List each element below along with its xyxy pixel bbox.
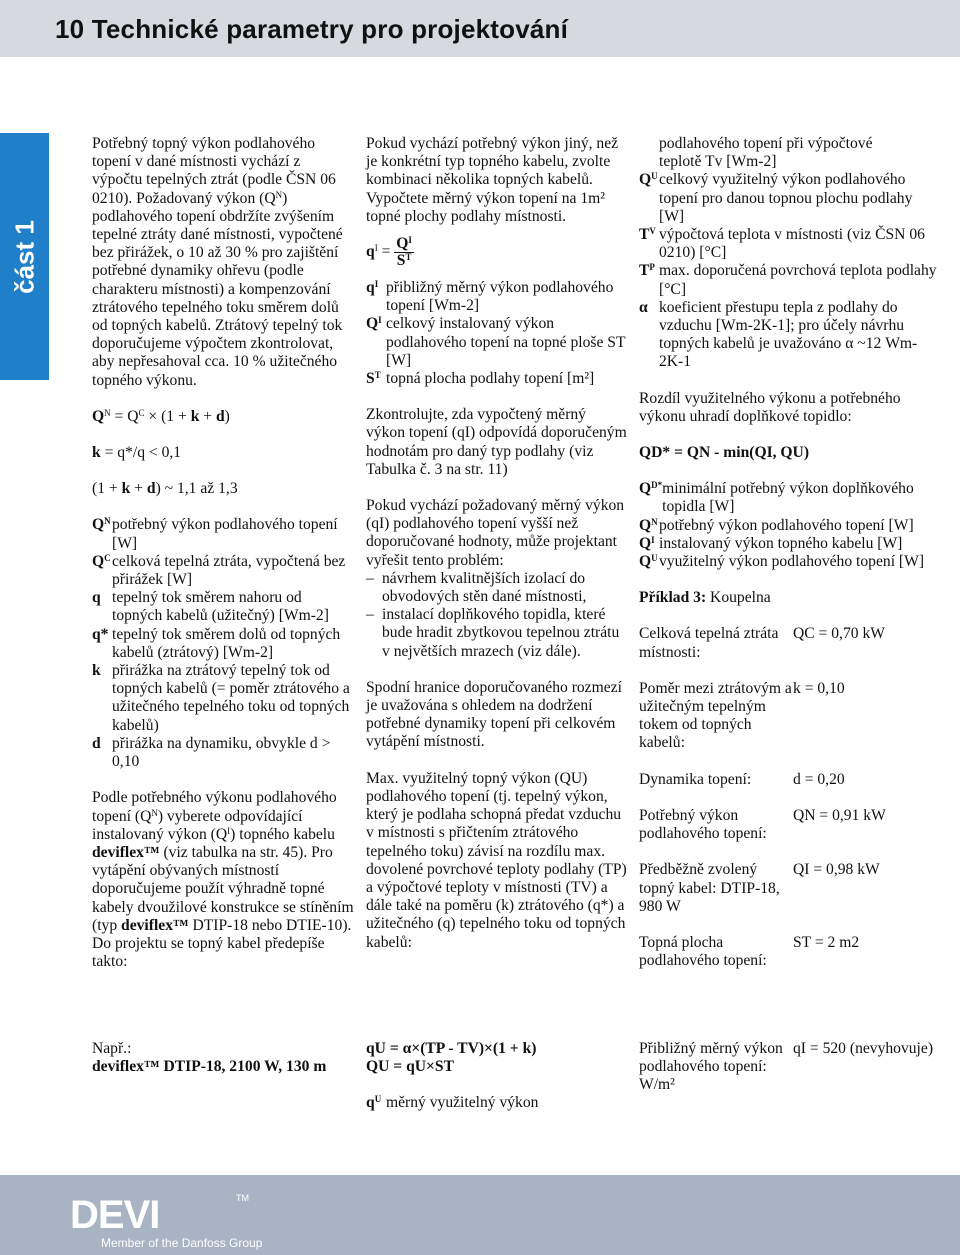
definition-item: $Q^N$ potřebný výkon podlahového topení [W]: [639, 516, 914, 534]
spec-paragraph: Do projektu se topný kabel předepíše takto:: [92, 934, 325, 971]
example-row: Dynamika topení: d = 0,20: [639, 770, 845, 788]
definition-item: α koeficient přestupu tepla z podlahy do vzduchu [Wm-2K-1]; pro účely návrhu topných kabelů je uvažováno α ~12 Wm-2K-1: [639, 298, 918, 371]
definitions-list: [92, 516, 354, 771]
definitions-list: [639, 171, 939, 371]
paragraph: Rozdíl využitelného výkonu a potřebného výkonu uhradí doplňkové topidlo:: [639, 389, 901, 425]
formula-qi: $q^I$ = $\frac{Q^I}{S^T}$: [366, 235, 412, 270]
devi-logo: DEVI: [70, 1193, 160, 1237]
list-item: – instalací doplňkového topidla, které bude hradit zbytkovou tepelnou ztrátu v největších mrazech (viz dále).: [366, 606, 620, 660]
definition-item: q* tepelný tok směrem dolů od topných kabelů (ztrátový) [Wm-2]: [92, 625, 341, 661]
formula-k: k = q*/q < 0,1: [92, 444, 182, 462]
intro-paragraph: Potřebný topný výkon podlahového topení v dané místnosti vychází z výpočtu tepelných ztrát (podle ČSN 06 0210). Požadovaný výkon $(Q^N)$ podlahového topení obdržíte zvýšením tepelné ztráty dané místnosti, vypočtené bez přirážek, o 10 až 30 % pro zajištění potřebné dynamiky ohřevu (podle charakteru místnosti) a kompenzování ztrátového tepelného toku směrem dolů od topných kabelů. Ztrátový tepelný tok doporučujeme výpočtem zkontrolovat, aby nepřesahoval cca. 10 % užitečného topného výkonu.: [92, 135, 343, 389]
paragraph: Spodní hranice doporučovaného rozmezí je uvažována s ohledem na dodržení potřebné dynamiky topení při celkovém vytápění místnosti.: [366, 678, 622, 751]
definition-item: $q^I$ přibližný měrný výkon podlahového topení [Wm-2]: [366, 279, 614, 315]
section-tab: [0, 133, 49, 380]
paragraph: Max. využitelný topný výkon (QU) podlahového topení (tj. tepelný výkon, který je podlaha schopná předat vzduchu v místnosti s přičtením ztrátového tepelného toku) závisí na rozdílu max. dovolené povrchové teploty podlahy (TP) a výpočtové teploty v místnosti (TV) a dále také na poměru (k) ztrátového (q*) a užitečného (q) tepelného toku od topných kabelů:: [366, 769, 627, 951]
member-text: Member of the Danfoss Group: [101, 1236, 263, 1250]
usable-power-formulas: qU = α×(TP - TV)×(1 + k) QU = qU×ST $q^U$ měrný využitelný výkon: [366, 1040, 539, 1112]
definitions-list: [639, 480, 939, 571]
example-row: Potřebný výkon podlahového topení: QN = 0,91 kW: [639, 806, 886, 843]
example-row: Poměr mezi ztrátovým a užitečným tepelným tokem od topných kabelů: k = 0,10: [639, 679, 845, 752]
paragraph: Vypočtete měrný výkon topení na 1m² topné plochy podlahy místnosti.: [366, 189, 605, 225]
footer: [0, 1175, 960, 1255]
definition-item: $Q^C$ celková tepelná ztráta, vypočtená bez přirážek [W]: [92, 552, 346, 589]
example-heading: Příklad 3: Koupelna: [639, 589, 771, 607]
page-title: 10 Technické parametry pro projektování: [55, 14, 569, 44]
definition-item: $Q^U$ celkový využitelný výkon podlahového topení pro danou topnou plochu podlahy [W]: [639, 171, 913, 225]
selection-paragraph: Podle potřebného výkonu podlahového topení $(Q^N)$ vyberete odpovídající instalovaný výkon $(Q^I)$ topného kabelu deviflex™ (viz tabulka na str. 45). Pro vytápění obývaných místností doporučujeme použít výhradně topné kabely dvoužilové konstrukce se stíněním (typ deviflex™ DTIP-18 nebo DTIE-10).: [92, 789, 354, 934]
column-2: [366, 135, 628, 970]
definition-item: $Q^U$ využitelný výkon podlahového topení [W]: [639, 553, 925, 571]
column-1: [92, 135, 354, 989]
formula-qd: QD* = QN - min(QI, QU): [639, 444, 810, 462]
paragraph: Pokud vychází potřebný výkon jiný, než je konkrétní typ topného kabelu, zvolte kombinaci několika topných kabelů.: [366, 135, 619, 189]
example-row: Přibližný měrný výkon podlahového topení: W/m² qI = 520 (nevyhovuje): [639, 1040, 934, 1094]
trademark-mark: TM: [236, 1193, 249, 1203]
definition-item: $Q^{D*}$ minimální potřebný výkon doplňkového topidla [W]: [639, 480, 914, 516]
column-3: [639, 135, 939, 970]
continued-text: podlahového topení při výpočtové teplotě Tv [Wm-2]: [659, 135, 873, 171]
definitions-list: [366, 279, 628, 388]
example-row: Topná plocha podlahového topení: ST = 2 m2: [639, 933, 860, 970]
definition-item: $Q^I$ instalovaný výkon topného kabelu [W]: [639, 534, 903, 552]
formula-qn: $Q^N = Q^C \times (1 + k + d)$: [92, 407, 230, 425]
definition-item: $Q^N$ potřebný výkon podlahového topení [W]: [92, 516, 338, 552]
example-row: Předběžně zvolený topný kabel: DTIP-18, 980 W QI = 0,98 kW: [639, 861, 880, 915]
bullet-list: [366, 570, 628, 661]
paragraph: Zkontrolujte, zda vypočtený měrný výkon topení (qI) odpovídá doporučeným hodnotám pro daný typ podlahy (viz Tabulka č. 3 na str. 11): [366, 406, 627, 478]
page-header: [0, 0, 960, 60]
example-row: Celková tepelná ztráta místnosti: QC = 0,70 kW: [639, 625, 885, 661]
paragraph: Pokud vychází požadovaný měrný výkon (qI) podlahového topení vyšší než doporučované hodnoty, může projektant vyřešit tento problém:: [366, 497, 625, 569]
definition-item: d přirážka na dynamiku, obvykle d > 0,10: [92, 734, 331, 771]
definition-item: $Q^I$ celkový instalovaný výkon podlahového topení na topné ploše ST [W]: [366, 315, 626, 369]
formula-range: (1 + k + d) ~ 1,1 až 1,3: [92, 480, 238, 498]
definition-item: q tepelný tok směrem nahoru od topných kabelů (užitečný) [Wm-2]: [92, 589, 329, 625]
section-tab-label: část 1: [9, 219, 39, 294]
definition-item: $S^T$ topná plocha podlahy topení [m²]: [366, 370, 595, 388]
definition-item: $T^V$ výpočtová teplota v místnosti (viz ČSN 06 0210) [°C]: [639, 226, 925, 262]
definition-item: k přirážka na ztrátový tepelný tok od topných kabelů (= poměr ztrátového a užitečného tepelného toku od topných kabelů): [92, 662, 350, 734]
example-spec: Např.: deviflex™ DTIP-18, 2100 W, 130 m: [92, 1040, 327, 1076]
list-item: – návrhem kvalitnějších izolací do obvodových stěn dané místnosti,: [366, 569, 587, 606]
definition-item: $T^P$ max. doporučená povrchová teplota podlahy [°C]: [639, 262, 937, 298]
